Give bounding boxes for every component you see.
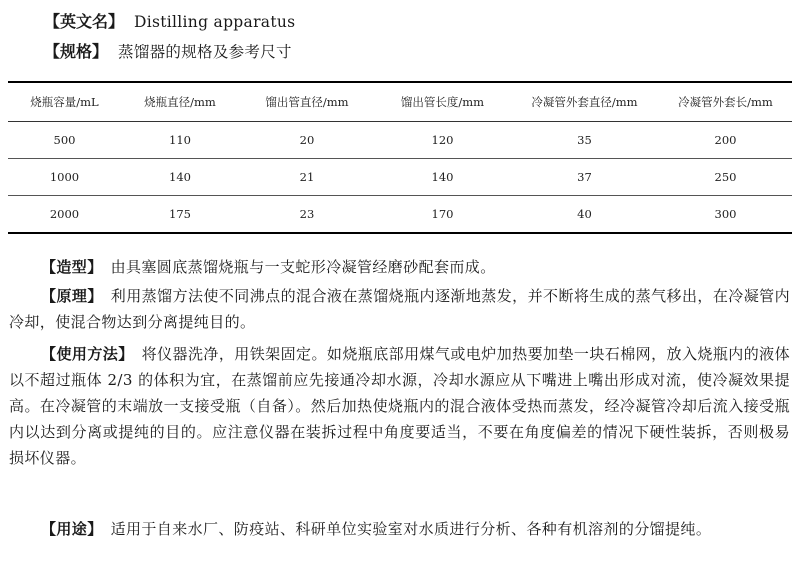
table-cell: 200 [714,133,737,147]
specification-line [44,42,292,62]
application-paragraph [9,516,790,542]
english-name-tag: 【英文名】 [44,12,125,31]
table-cell: 2000 [8,196,121,234]
table-cell: 110 [169,133,191,147]
english-name-line [44,12,295,32]
shape-text: 由具塞圆底蒸馏烧瓶与一支蛇形冷凝管经磨砂配套而成。 [110,258,496,276]
usage-text: 将仪器洗净，用铁架固定。如烧瓶底部用煤气或电炉加热要加垫一块石棉网，放入烧瓶内的液体以不超过瓶体 2/3 的体积为宜，在蒸馏前应先接通冷却水源，冷却水源应从下嘴进上嘴出形成对流，使冷凝效果提高。在冷凝管的末端放一支接受瓶（自备）。然后加热使烧瓶内的混合液体受热而蒸发，经冷凝管冷却后流入接受瓶内以达到分离或提纯的目的。应注意仪器在装拆过程中角度要适当，不要在角度偏差的情况下硬性装拆，否则极易损坏仪器。 [9,345,790,467]
table-cell: 35 [577,133,592,147]
table-cell: 23 [239,196,375,234]
table-cell: 300 [659,196,792,234]
table-row [8,196,792,234]
specification-value: 蒸馏器的规格及参考尺寸 [118,43,292,61]
principle-text: 利用蒸馏方法使不同沸点的混合液在蒸馏烧瓶内逐渐地蒸发，并不断将生成的蒸气移出，在冷凝管内冷却，使混合物达到分离提纯目的。 [9,287,790,331]
table-header-row [8,82,792,122]
spec-table [8,81,792,234]
application-text: 适用于自来水厂、防疫站、科研单位实验室对水质进行分析、各种有机溶剂的分馏提纯。 [110,520,712,538]
table-cell: 20 [299,133,315,147]
table-cell: 170 [375,196,510,234]
header-outlet-diameter: 馏出管直径/mm [239,82,375,122]
header-flask-diameter: 烧瓶直径/mm [121,82,239,122]
english-name-value: Distilling apparatus [134,13,296,31]
specification-tag: 【规格】 [44,42,109,61]
table-cell: 120 [431,133,454,147]
shape-tag: 【造型】 [41,258,103,276]
principle-tag: 【原理】 [41,287,103,305]
table-cell: 250 [659,159,792,196]
header-condenser-length: 冷凝管外套长/mm [659,82,792,122]
table-cell: 40 [510,196,659,234]
table-row [8,122,792,159]
usage-paragraph [9,341,790,471]
table-cell: 140 [121,159,239,196]
table-cell: 21 [239,159,375,196]
header-outlet-length: 馏出管长度/mm [375,82,510,122]
table-cell: 140 [375,159,510,196]
table-row [8,159,792,196]
shape-paragraph [9,254,790,280]
table-cell: 175 [121,196,239,234]
header-condenser-diameter: 冷凝管外套直径/mm [510,82,659,122]
application-tag: 【用途】 [41,520,103,538]
header-flask-capacity: 烧瓶容量/mL [8,82,121,122]
table-cell: 1000 [8,159,121,196]
usage-tag: 【使用方法】 [41,345,134,363]
principle-paragraph [9,283,790,335]
table-cell: 37 [510,159,659,196]
table-cell: 500 [53,133,76,147]
